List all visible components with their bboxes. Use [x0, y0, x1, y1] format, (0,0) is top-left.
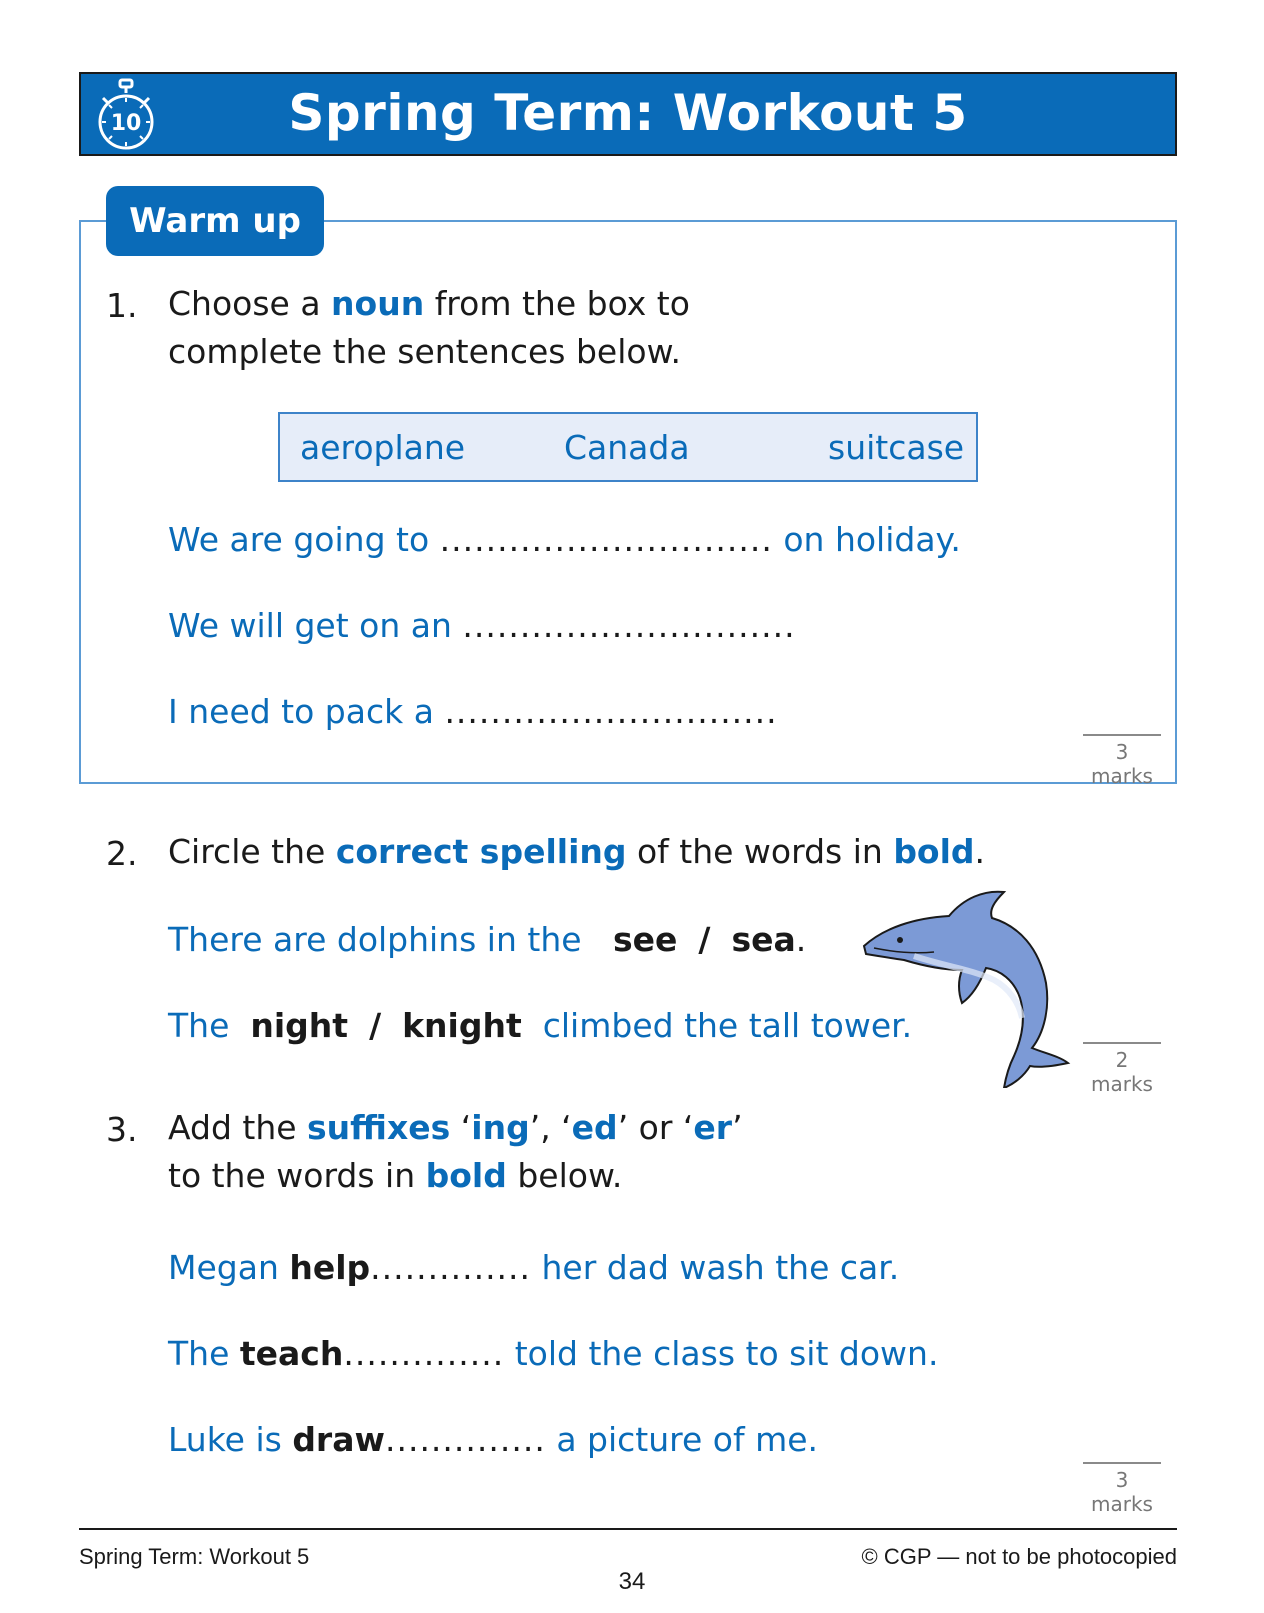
- question-1-number: 1.: [106, 286, 138, 325]
- footer-title: Spring Term: Workout 5: [79, 1544, 310, 1569]
- page-header: [79, 72, 1177, 156]
- word-option-suitcase: suitcase: [828, 428, 965, 467]
- question-1-prompt: Choose a noun from the box to complete the sentences below.: [168, 284, 690, 371]
- suffix-blank[interactable]: ..............: [343, 1334, 505, 1373]
- spelling-option-see[interactable]: see: [613, 920, 678, 959]
- q1-marks: 3 marks: [1083, 734, 1161, 788]
- q2-sentence-2: The night / knight climbed the tall tower.: [168, 1006, 913, 1045]
- q1-sentence-2: We will get on an .............................: [168, 606, 796, 645]
- q1-sentence-1: We are going to ............................. on holiday.: [168, 520, 961, 559]
- answer-blank[interactable]: ............................: [462, 606, 785, 645]
- answer-blank[interactable]: .............................: [439, 520, 773, 559]
- word-option-canada: Canada: [564, 428, 690, 467]
- answer-blank[interactable]: ............................: [444, 692, 767, 731]
- footer-divider: [79, 1528, 1177, 1530]
- q3-sentence-2: The teach.............. told the class to sit down.: [168, 1334, 939, 1373]
- noun-word-box: [278, 412, 978, 482]
- q1-sentence-3: I need to pack a .............................: [168, 692, 778, 731]
- dolphin-icon: [854, 888, 1074, 1088]
- suffix-blank[interactable]: ..............: [370, 1248, 532, 1287]
- svg-text:10: 10: [110, 111, 142, 136]
- warmup-tab: Warm up: [106, 186, 324, 256]
- copyright-notice: © CGP — not to be photocopied: [861, 1544, 1177, 1569]
- question-2-prompt: Circle the correct spelling of the words in bold.: [168, 832, 986, 871]
- page-number: 34: [618, 1568, 646, 1595]
- word-option-aeroplane: aeroplane: [300, 428, 466, 467]
- spelling-option-knight[interactable]: knight: [402, 1006, 522, 1045]
- question-3-number: 3.: [106, 1110, 138, 1149]
- question-3-prompt: Add the suffixes ‘ing’, ‘ed’ or ‘er’ to the words in bold below.: [168, 1108, 743, 1195]
- q2-marks: 2 marks: [1083, 1042, 1161, 1096]
- question-2-number: 2.: [106, 834, 138, 873]
- suffix-blank[interactable]: ..............: [384, 1420, 546, 1459]
- q3-sentence-1: Megan help.............. her dad wash the car.: [168, 1248, 900, 1287]
- page-title: Spring Term: Workout 5: [288, 84, 968, 142]
- q2-sentence-1: There are dolphins in the see / sea.: [168, 920, 808, 959]
- q3-marks: 3 marks: [1083, 1462, 1161, 1516]
- q3-sentence-3: Luke is draw.............. a picture of me.: [168, 1420, 819, 1459]
- spelling-option-night[interactable]: night: [250, 1006, 349, 1045]
- spelling-option-sea[interactable]: sea: [731, 920, 796, 959]
